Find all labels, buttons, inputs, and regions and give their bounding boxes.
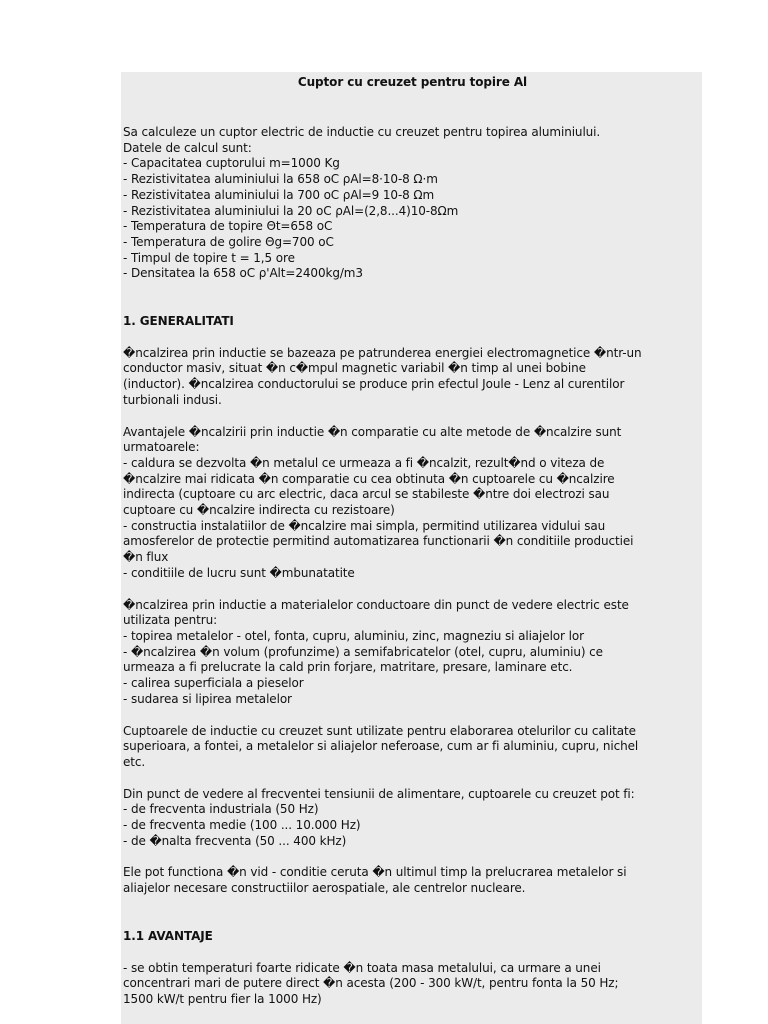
paragraph-line: amosferelor de protectie permitind automatizarea functionarii �n conditiile productiei (123, 534, 634, 549)
paragraph-line: �n flux (123, 550, 169, 565)
intro-paragraph (123, 125, 702, 282)
intro-line: - Timpul de topire t = 1,5 ore (123, 250, 295, 265)
paragraph-4 (123, 724, 702, 771)
paragraph-line: - �ncalzirea �n volum (profunzime) a semifabricatelor (otel, cupru, aluminiu) ce (123, 644, 603, 659)
paragraph-line: �ncalzirea prin inductie se bazeaza pe patrunderea energiei electromagnetice �ntr-un (123, 345, 642, 360)
document-content (121, 72, 702, 1008)
paragraph-line: conductor masiv, situat �n c�mpul magnetic variabil �n timp al unei bobine (123, 361, 586, 376)
paragraph-line: concentrari mari de putere direct �n acesta (200 - 300 kW/t, pentru fonta la 50 Hz; (123, 976, 619, 991)
section-heading-generalitati: 1. GENERALITATI (123, 314, 234, 329)
paragraph-line: indirecta (cuptoare cu arc electric, daca arcul se stabileste �ntre doi electrozi sau (123, 487, 610, 502)
paragraph-3 (123, 598, 702, 708)
paragraph-line: urmatoarele: (123, 440, 200, 455)
paragraph-line: aliajelor necesare constructiilor aerospatiale, ale centrelor nucleare. (123, 881, 526, 896)
paragraph-line: Cuptoarele de inductie cu creuzet sunt utilizate pentru elaborarea otelurilor cu calitate (123, 723, 636, 738)
intro-line: - Rezistivitatea aluminiului la 700 oC ρAl=9 10-8 Ωm (123, 187, 435, 202)
paragraph-line: 1500 kW/t pentru fier la 1000 Hz) (123, 991, 322, 1006)
paragraph-1 (123, 346, 702, 409)
intro-line: - Capacitatea cuptorului m=1000 Kg (123, 156, 340, 171)
paragraph-line: etc. (123, 754, 146, 769)
paragraph-line: urmeaza a fi prelucrate la cald prin forjare, matritare, presare, laminare etc. (123, 660, 573, 675)
paragraph-6 (123, 865, 702, 896)
paragraph-line: - sudarea si lipirea metalelor (123, 691, 292, 706)
document-title: Cuptor cu creuzet pentru topire Al (297, 75, 528, 89)
paragraph-5 (123, 787, 702, 850)
intro-line: - Rezistivitatea aluminiului la 658 oC ρAl=8·10-8 Ω·m (123, 172, 438, 187)
intro-line: - Temperatura de topire Θt=658 oC (123, 219, 333, 234)
intro-line: Datele de calcul sunt: (123, 140, 252, 155)
paragraph-line: - conditiile de lucru sunt �mbunatatite (123, 565, 355, 580)
paragraph-line: Ele pot functiona �n vid - conditie ceruta �n ultimul timp la prelucrarea metalelor si (123, 865, 627, 880)
intro-line: - Temperatura de golire Θg=700 oC (123, 234, 334, 249)
paragraph-line: (inductor). �ncalzirea conductorului se produce prin efectul Joule - Lenz al curentilor (123, 377, 625, 392)
paragraph-line: Avantajele �ncalzirii prin inductie �n comparatie cu alte metode de �ncalzire sunt (123, 424, 622, 439)
paragraph-line: - constructia instalatiilor de �ncalzire mai simpla, permitind utilizarea vidului sau (123, 518, 606, 533)
document-page (121, 72, 702, 1024)
paragraph-line: utilizata pentru: (123, 613, 218, 628)
paragraph-line: turbionali indusi. (123, 392, 222, 407)
paragraph-line: Din punct de vedere al frecventei tensiunii de alimentare, cuptoarele cu creuzet pot fi: (123, 786, 635, 801)
paragraph-line: �ncalzire mai ridicata �n comparatie cu cea obtinuta �n cuptoarele cu �ncalzire (123, 471, 615, 486)
paragraph-line: - de frecventa industriala (50 Hz) (123, 802, 319, 817)
intro-line: Sa calculeze un cuptor electric de inductie cu creuzet pentru topirea aluminiului. (123, 125, 601, 139)
paragraph-2 (123, 425, 702, 582)
paragraph-line: - se obtin temperaturi foarte ridicate �n toata masa metalului, ca urmare a unei (123, 960, 601, 975)
paragraph-line: - de �nalta frecventa (50 ... 400 kHz) (123, 833, 347, 848)
paragraph-line: superioara, a fontei, a metalelor si aliajelor neferoase, cum ar fi aluminiu, cupru, nichel (123, 739, 639, 754)
section-heading-avantaje: 1.1 AVANTAJE (123, 928, 213, 943)
intro-line: - Densitatea la 658 oC ρ'Alt=2400kg/m3 (123, 266, 363, 281)
paragraph-line: - de frecventa medie (100 ... 10.000 Hz) (123, 818, 361, 833)
paragraph-line: - calirea superficiala a pieselor (123, 676, 304, 691)
paragraph-line: - topirea metalelor - otel, fonta, cupru, aluminiu, zinc, magneziu si aliajelor lor (123, 628, 584, 643)
intro-line: - Rezistivitatea aluminiului la 20 oC ρAl=(2,8...4)10-8Ωm (123, 203, 459, 218)
paragraph-line: - caldura se dezvolta �n metalul ce urmeaza a fi �ncalzit, rezult�nd o viteza de (123, 455, 605, 470)
paragraph-line: cuptoare cu �ncalzire indirecta cu rezistoare) (123, 503, 395, 518)
paragraph-7 (123, 961, 702, 1008)
paragraph-line: �ncalzirea prin inductie a materialelor conductoare din punct de vedere electric este (123, 597, 629, 612)
